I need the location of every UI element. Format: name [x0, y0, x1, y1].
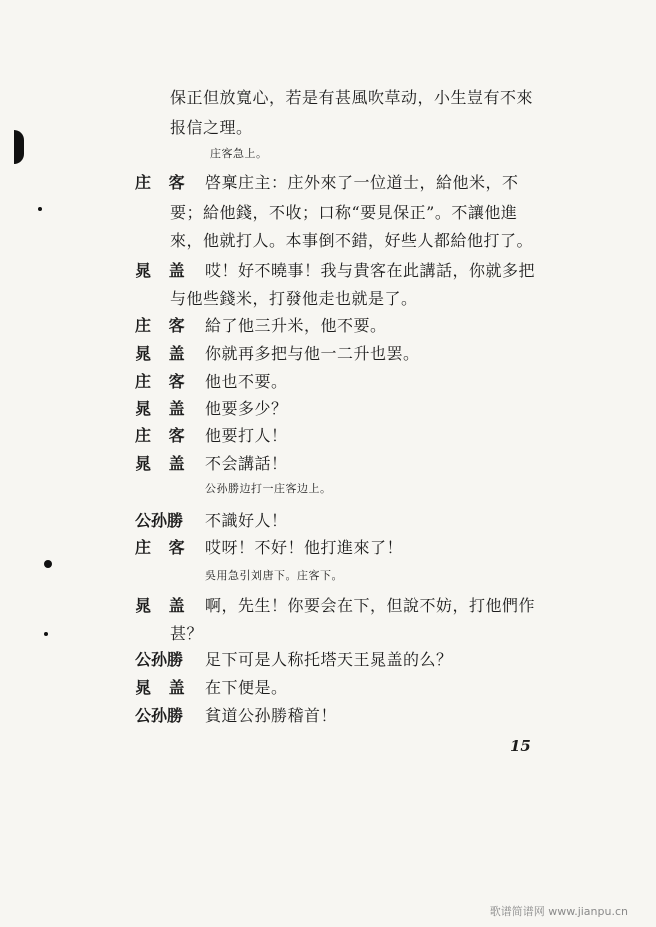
speaker-name: 公孙勝 — [135, 511, 184, 530]
dialogue-line: 哎呀！不好！他打進來了！ — [205, 538, 404, 557]
speaker-name: 晁 盖 — [135, 344, 191, 363]
speaker-name: 晁 盖 — [135, 261, 191, 280]
dialogue-line: 你就再多把与他一二升也罢。 — [205, 344, 420, 363]
dialogue-line: 啊，先生！你要会在下，但說不妨，打他們作 — [205, 596, 536, 615]
speaker-name: 公孙勝 — [135, 706, 184, 725]
dialogue-line: 甚？ — [170, 624, 204, 643]
speaker-name: 晁 盖 — [135, 399, 191, 418]
dialogue-line: 保正但放寬心，若是有甚風吹草动，小生豈有不來 — [170, 88, 534, 107]
speaker-name: 晁 盖 — [135, 454, 191, 473]
speaker-name: 庄 客 — [135, 372, 191, 391]
dialogue-line: 与他些錢米，打發他走也就是了。 — [170, 289, 418, 308]
speaker-name: 庄 客 — [135, 538, 191, 557]
dialogue-line: 他要多少？ — [205, 399, 288, 418]
dialogue-line: 啓稟庄主：庄外來了一位道士，給他米，不 — [205, 173, 519, 192]
dialogue-line: 要；給他錢，不收；口称“要見保正”。不讓他進 — [170, 203, 518, 222]
speaker-name: 庄 客 — [135, 316, 191, 335]
dialogue-line: 报信之理。 — [170, 118, 253, 137]
binding-dot — [44, 632, 48, 636]
dialogue-line: 他也不要。 — [205, 372, 288, 391]
speaker-name: 庄 客 — [135, 426, 191, 445]
speaker-name: 公孙勝 — [135, 650, 184, 669]
dialogue-line: 在下便是。 — [205, 678, 288, 697]
binding-mark — [14, 130, 24, 164]
speaker-name: 庄 客 — [135, 173, 191, 192]
stage-direction: 吳用急引刘唐下。庄客下。 — [205, 569, 343, 582]
stage-direction: 公孙勝边打一庄客边上。 — [205, 482, 332, 495]
binding-dot — [44, 560, 52, 568]
watermark: 歌谱简谱网 www.jianpu.cn — [489, 905, 628, 918]
dialogue-line: 貧道公孙勝稽首！ — [205, 706, 338, 725]
page-number: 15 — [510, 737, 531, 755]
dialogue-line: 不識好人！ — [205, 511, 288, 530]
dialogue-line: 不会講話！ — [205, 454, 288, 473]
dialogue-line: 哎！好不曉事！我与貴客在此講話，你就多把 — [205, 261, 536, 280]
stage-direction: 庄客急上。 — [210, 147, 268, 160]
binding-dot — [38, 207, 42, 211]
speaker-name: 晁 盖 — [135, 596, 191, 615]
dialogue-line: 來，他就打人。本事倒不錯，好些人都給他打了。 — [170, 231, 534, 250]
dialogue-line: 給了他三升米，他不要。 — [205, 316, 387, 335]
speaker-name: 晁 盖 — [135, 678, 191, 697]
dialogue-line: 他要打人！ — [205, 426, 288, 445]
dialogue-line: 足下可是人称托塔天王晁盖的么？ — [205, 650, 453, 669]
